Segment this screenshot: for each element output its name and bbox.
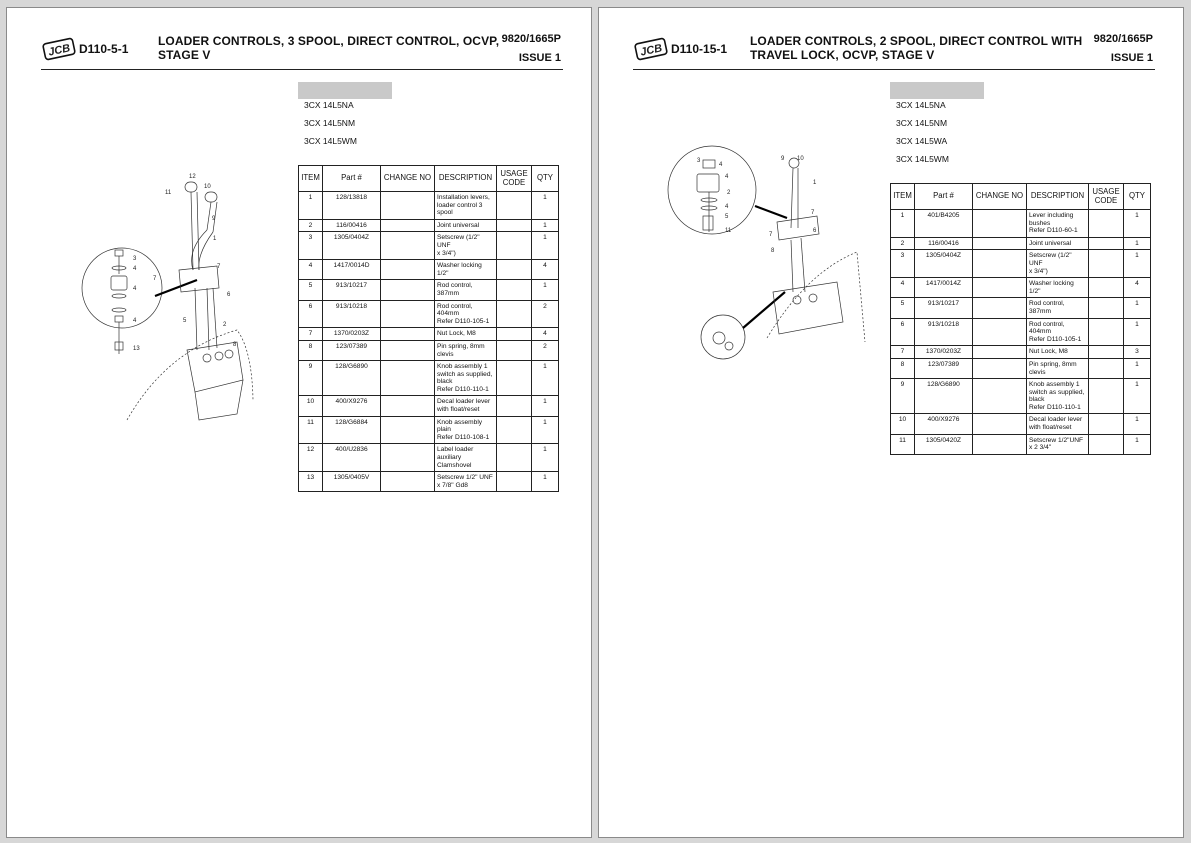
cell-item: 4 [891, 278, 915, 298]
column-header: Part # [323, 166, 381, 192]
cell-change [381, 416, 435, 444]
parts-table [890, 183, 1151, 455]
cell-desc: Nut Lock, M8 [1027, 346, 1089, 359]
detail-circle [668, 146, 756, 234]
cell-usage [1089, 434, 1124, 454]
cell-part: 1305/0404Z [323, 232, 381, 260]
callout-label: 10 [204, 184, 211, 190]
cell-usage [497, 472, 532, 492]
section-code: D110-15-1 [671, 42, 728, 56]
model-item: 3CX 14L5WA [896, 136, 948, 146]
table-row [891, 346, 1151, 359]
column-header: USAGE CODE [497, 166, 532, 192]
table-row [299, 416, 559, 444]
exploded-parts-illustration [67, 170, 257, 430]
cell-item: 9 [299, 361, 323, 396]
cell-desc: Setscrew (1/2" UNF x 3/4") [1027, 250, 1089, 278]
cell-part: 123/07389 [323, 340, 381, 360]
column-header: Part # [915, 184, 973, 210]
column-header: QTY [532, 166, 559, 192]
table-row [299, 300, 559, 328]
callout-label: 2 [727, 190, 731, 196]
cell-qty: 1 [532, 192, 559, 220]
cell-item: 2 [299, 219, 323, 232]
cell-qty: 3 [1124, 346, 1151, 359]
table-row [891, 434, 1151, 454]
cell-qty: 1 [532, 280, 559, 300]
cell-change [973, 346, 1027, 359]
cell-item: 10 [891, 414, 915, 434]
callout-label: 6 [813, 228, 817, 234]
table-row [299, 192, 559, 220]
callout-label: 3 [133, 256, 137, 262]
cell-change [973, 434, 1027, 454]
cell-qty: 1 [1124, 250, 1151, 278]
model-list [896, 96, 949, 168]
cell-qty: 1 [532, 472, 559, 492]
cell-usage [497, 219, 532, 232]
cell-change [381, 444, 435, 472]
cell-part: 400/X9276 [915, 414, 973, 434]
table-row [891, 379, 1151, 414]
cell-qty: 1 [532, 361, 559, 396]
cell-item: 7 [891, 346, 915, 359]
cell-change [381, 300, 435, 328]
callout-label: 13 [133, 346, 140, 352]
cell-usage [497, 361, 532, 396]
cell-part: 1305/0420Z [915, 434, 973, 454]
cell-qty: 1 [1124, 298, 1151, 318]
cell-change [973, 250, 1027, 278]
catalog-page-left [6, 7, 592, 838]
cell-usage [1089, 210, 1124, 238]
cell-part: 128/13818 [323, 192, 381, 220]
cell-change [381, 232, 435, 260]
cell-part: 123/07389 [915, 358, 973, 378]
cell-item: 1 [299, 192, 323, 220]
table-row [299, 219, 559, 232]
callout-label: 3 [697, 158, 701, 164]
cell-usage [497, 416, 532, 444]
cell-qty: 4 [532, 260, 559, 280]
table-header-row [891, 184, 1151, 210]
cell-usage [1089, 414, 1124, 434]
detail-circle [701, 315, 745, 359]
callout-label: 4 [133, 266, 137, 272]
column-header: USAGE CODE [1089, 184, 1124, 210]
cell-change [381, 472, 435, 492]
cell-part: 128/G6890 [323, 361, 381, 396]
cell-part: 116/00416 [323, 219, 381, 232]
cell-part: 1417/0014Z [915, 278, 973, 298]
callout-label: 1 [213, 236, 217, 242]
cell-desc: Joint universal [1027, 237, 1089, 250]
callout-label: 4 [133, 286, 137, 292]
jcb-logo [41, 35, 77, 63]
cell-usage [497, 340, 532, 360]
cell-item: 3 [299, 232, 323, 260]
cell-desc: Decal loader lever with float/reset [1027, 414, 1089, 434]
cell-item: 6 [891, 318, 915, 346]
cell-usage [497, 396, 532, 416]
issue-label: ISSUE 1 [518, 52, 561, 64]
cell-change [381, 361, 435, 396]
callout-label: 7 [769, 232, 773, 238]
cell-usage [1089, 346, 1124, 359]
cell-desc: Installation levers, loader control 3 spool [435, 192, 497, 220]
cell-qty: 4 [532, 328, 559, 341]
cell-usage [497, 232, 532, 260]
callout-label: 4 [725, 204, 729, 210]
cell-desc: Rod control, 404mm Refer D110-105-1 [435, 300, 497, 328]
callout-label: 11 [165, 190, 172, 196]
table-row [891, 358, 1151, 378]
cell-change [381, 260, 435, 280]
table-row [299, 361, 559, 396]
cell-desc: Setscrew (1/2" UNF x 3/4") [435, 232, 497, 260]
cell-qty: 1 [532, 219, 559, 232]
column-header: ITEM [299, 166, 323, 192]
cell-part: 913/10217 [323, 280, 381, 300]
callout-label: 8 [771, 248, 775, 254]
document-number: 9820/1665P [1093, 33, 1153, 45]
cell-desc: Label loader auxiliary Clamshovel [435, 444, 497, 472]
cell-part: 913/10218 [323, 300, 381, 328]
page-title: LOADER CONTROLS, 3 SPOOL, DIRECT CONTROL, OCVP, STAGE V [158, 34, 500, 62]
cell-item: 8 [299, 340, 323, 360]
cell-qty: 1 [1124, 379, 1151, 414]
parts-table [298, 165, 559, 492]
callout-label: 4 [133, 318, 137, 324]
cell-qty: 1 [532, 396, 559, 416]
cell-usage [1089, 318, 1124, 346]
cell-qty: 1 [532, 444, 559, 472]
callout-label: 9 [781, 156, 785, 162]
cell-part: 128/G6890 [915, 379, 973, 414]
column-header: QTY [1124, 184, 1151, 210]
cell-part: 1305/0404Z [915, 250, 973, 278]
cell-usage [1089, 250, 1124, 278]
cell-usage [497, 444, 532, 472]
cell-item: 9 [891, 379, 915, 414]
table-row [299, 396, 559, 416]
cell-part: 1305/0405V [323, 472, 381, 492]
cell-item: 12 [299, 444, 323, 472]
column-header: CHANGE NO [973, 184, 1027, 210]
cell-qty: 1 [1124, 237, 1151, 250]
cell-desc: Nut Lock, M8 [435, 328, 497, 341]
cell-change [973, 278, 1027, 298]
cell-item: 6 [299, 300, 323, 328]
cell-usage [497, 260, 532, 280]
cell-usage [497, 300, 532, 328]
cell-change [973, 358, 1027, 378]
cell-qty: 2 [532, 300, 559, 328]
cell-usage [497, 192, 532, 220]
cell-change [973, 237, 1027, 250]
cell-desc: Lever including bushes Refer D110-60-1 [1027, 210, 1089, 238]
cell-usage [1089, 358, 1124, 378]
callout-label: 5 [725, 214, 729, 220]
table-row [299, 472, 559, 492]
cell-change [973, 210, 1027, 238]
cell-item: 10 [299, 396, 323, 416]
table-row [299, 328, 559, 341]
callout-label: 6 [227, 292, 231, 298]
model-item: 3CX 14L5NA [896, 100, 946, 110]
cell-item: 7 [299, 328, 323, 341]
callout-label: 4 [725, 174, 729, 180]
header-divider [633, 69, 1155, 70]
table-row [891, 298, 1151, 318]
table-row [891, 250, 1151, 278]
cell-desc: Decal loader lever with float/reset [435, 396, 497, 416]
cell-usage [497, 280, 532, 300]
callout-label: 7 [217, 264, 221, 270]
table-row [299, 232, 559, 260]
cell-desc: Knob assembly plain Refer D110-108-1 [435, 416, 497, 444]
model-item: 3CX 14L5NM [304, 118, 356, 128]
cell-desc: Knob assembly 1 switch as supplied, black Refer D110-110-1 [1027, 379, 1089, 414]
cell-part: 128/G6884 [323, 416, 381, 444]
cell-item: 1 [891, 210, 915, 238]
model-item: 3CX 14L5WM [896, 154, 949, 164]
cell-part: 1370/0203Z [915, 346, 973, 359]
cell-usage [497, 328, 532, 341]
cell-item: 11 [891, 434, 915, 454]
jcb-logo [633, 35, 669, 63]
cell-part: 1417/0014D [323, 260, 381, 280]
callout-label: 4 [719, 162, 723, 168]
cell-item: 4 [299, 260, 323, 280]
cell-qty: 4 [1124, 278, 1151, 298]
cell-item: 5 [299, 280, 323, 300]
cell-change [381, 340, 435, 360]
cell-usage [1089, 298, 1124, 318]
cell-qty: 1 [1124, 210, 1151, 238]
cell-change [973, 298, 1027, 318]
cell-desc: Rod control, 387mm [435, 280, 497, 300]
callout-label: 8 [233, 342, 237, 348]
table-row [891, 318, 1151, 346]
cell-desc: Washer locking 1/2" [1027, 278, 1089, 298]
table-row [891, 210, 1151, 238]
header-divider [41, 69, 563, 70]
cell-desc: Setscrew 1/2"UNF x 2 3/4" [1027, 434, 1089, 454]
cell-qty: 1 [1124, 434, 1151, 454]
model-item: 3CX 14L5NA [304, 100, 354, 110]
cell-part: 400/X9276 [323, 396, 381, 416]
cell-change [973, 379, 1027, 414]
cell-change [381, 219, 435, 232]
issue-label: ISSUE 1 [1110, 52, 1153, 64]
cell-desc: Setscrew 1/2" UNF x 7/8" Gd8 [435, 472, 497, 492]
column-header: ITEM [891, 184, 915, 210]
cell-usage [1089, 379, 1124, 414]
table-header-row [299, 166, 559, 192]
callout-label: 7 [153, 276, 157, 282]
table-row [891, 278, 1151, 298]
svg-text:JCB: JCB [47, 42, 72, 59]
callout-label: 12 [189, 174, 196, 180]
table-row [891, 237, 1151, 250]
cell-qty: 2 [532, 340, 559, 360]
cell-desc: Pin spring, 8mm clevis [1027, 358, 1089, 378]
cell-qty: 1 [532, 232, 559, 260]
svg-text:JCB: JCB [639, 42, 664, 59]
column-header: DESCRIPTION [435, 166, 497, 192]
column-header: DESCRIPTION [1027, 184, 1089, 210]
cell-change [381, 396, 435, 416]
section-code: D110-5-1 [79, 42, 129, 56]
cell-item: 13 [299, 472, 323, 492]
callout-label: 9 [212, 216, 216, 222]
cell-part: 913/10218 [915, 318, 973, 346]
cell-change [973, 414, 1027, 434]
model-item: 3CX 14L5NM [896, 118, 948, 128]
cell-desc: Rod control, 404mm Refer D110-105-1 [1027, 318, 1089, 346]
catalog-page-right [598, 7, 1184, 838]
cell-part: 401/B4205 [915, 210, 973, 238]
document-number: 9820/1665P [501, 33, 561, 45]
cell-item: 5 [891, 298, 915, 318]
page-title: LOADER CONTROLS, 2 SPOOL, DIRECT CONTROL WITH TRAVEL LOCK, OCVP, STAGE V [750, 34, 1083, 62]
cell-item: 8 [891, 358, 915, 378]
callout-label: 7 [811, 210, 815, 216]
cell-qty: 1 [1124, 318, 1151, 346]
cell-desc: Washer locking 1/2" [435, 260, 497, 280]
callout-label: 1 [813, 180, 817, 186]
exploded-parts-illustration [667, 142, 867, 382]
table-row [299, 444, 559, 472]
cell-qty: 1 [532, 416, 559, 444]
table-row [299, 340, 559, 360]
cell-item: 2 [891, 237, 915, 250]
cell-part: 1370/0203Z [323, 328, 381, 341]
cell-item: 3 [891, 250, 915, 278]
cell-desc: Joint universal [435, 219, 497, 232]
table-row [299, 280, 559, 300]
cell-change [381, 192, 435, 220]
cell-usage [1089, 237, 1124, 250]
cell-part: 400/U2836 [323, 444, 381, 472]
cell-part: 913/10217 [915, 298, 973, 318]
cell-part: 116/00416 [915, 237, 973, 250]
cell-desc: Knob assembly 1 switch as supplied, black Refer D110-110-1 [435, 361, 497, 396]
cell-change [973, 318, 1027, 346]
cell-usage [1089, 278, 1124, 298]
callout-label: 10 [797, 156, 804, 162]
column-header: CHANGE NO [381, 166, 435, 192]
callout-label: 2 [223, 322, 227, 328]
callout-label: 5 [183, 318, 187, 324]
table-row [891, 414, 1151, 434]
cell-desc: Pin spring, 8mm clevis [435, 340, 497, 360]
cell-qty: 1 [1124, 414, 1151, 434]
cell-change [381, 328, 435, 341]
cell-item: 11 [299, 416, 323, 444]
cell-desc: Rod control, 387mm [1027, 298, 1089, 318]
model-list [304, 96, 357, 150]
callout-label: 11 [725, 228, 732, 234]
cell-change [381, 280, 435, 300]
table-row [299, 260, 559, 280]
cell-qty: 1 [1124, 358, 1151, 378]
model-item: 3CX 14L5WM [304, 136, 357, 146]
